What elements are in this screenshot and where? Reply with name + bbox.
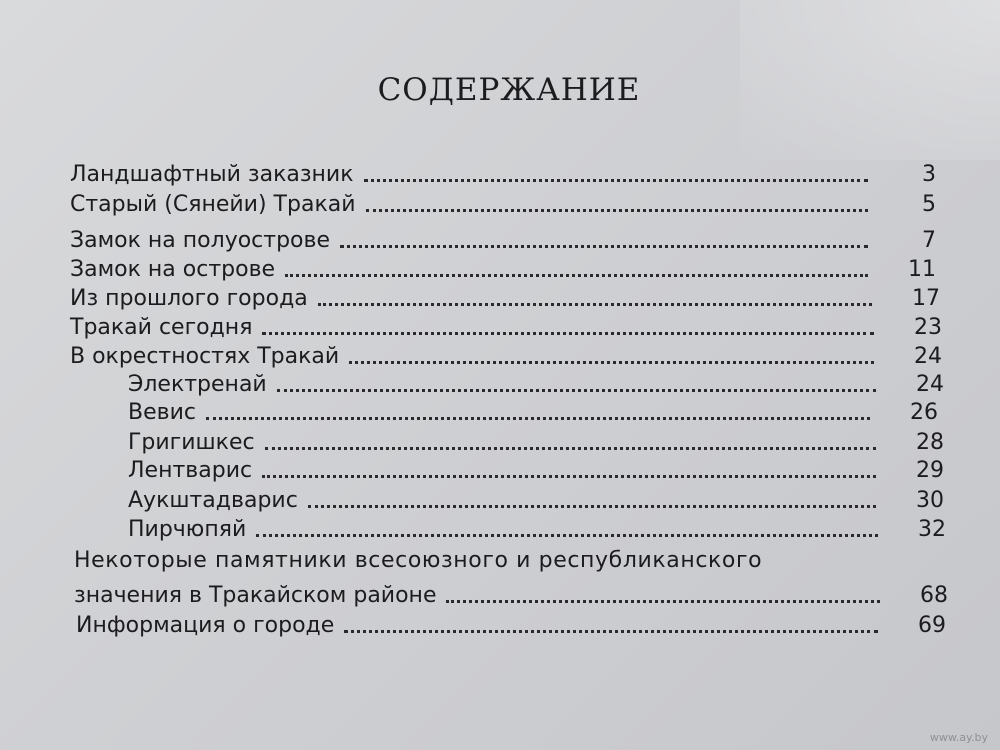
dot-leader [285,274,868,277]
toc-entry-page: 17 [912,286,940,311]
toc-entry-page: 5 [922,192,936,217]
toc-entry-label: Из прошлого города [70,286,308,311]
toc-subentry [128,513,946,543]
toc-entry-label: Лентварис [128,458,253,483]
toc-entry-page: 32 [918,517,946,542]
toc-entry [74,579,948,609]
dot-leader [308,505,876,508]
toc-entry-page: 29 [916,458,944,483]
toc-entry-label: Замок на полуострове [70,228,331,253]
toc-entry-page: 24 [916,372,944,397]
toc-entry-page: 11 [908,257,936,282]
toc-entry [70,158,936,188]
toc-entry [70,188,936,218]
toc-entry-label: Тракай сегодня [70,315,253,340]
dot-leader [318,303,872,306]
toc-entry-label: Пирчюпяй [128,517,247,542]
toc-entry [70,311,942,341]
toc-entry-page: 26 [910,400,938,425]
dot-leader [265,447,876,450]
toc-subentry [128,368,944,398]
toc-entry-label: Старый (Сянейи) Тракай [70,192,356,217]
toc-entry [70,340,942,370]
dot-leader [364,179,868,182]
dot-leader [340,245,868,248]
dot-leader [256,534,878,537]
toc-entry-page: 30 [916,488,944,513]
toc-entry-label: Замок на острове [70,257,276,282]
dot-leader [446,600,880,603]
toc-entry-page: 24 [914,344,942,369]
dot-leader [277,389,876,392]
toc-entry [70,253,936,283]
toc-subentry [128,396,938,426]
toc-entry-label: Аукштадварис [128,488,298,513]
toc-entry-label: Григишкес [128,430,255,455]
dot-leader [344,630,878,633]
toc-entry [70,282,940,312]
toc-subentry [128,484,944,514]
toc-entry-page: 28 [916,430,944,455]
toc-entry-page: 23 [914,315,942,340]
toc-entry-page: 68 [920,583,948,608]
toc-entry-page: 3 [922,162,936,187]
toc-entry-label: Электренай [128,372,267,397]
dot-leader [366,209,868,212]
dot-leader [262,332,874,335]
toc-entry [76,609,946,639]
toc-entry-page: 69 [918,613,946,638]
dot-leader [349,361,874,364]
toc-entry-label-line2: значения в Тракайском районе [74,583,437,608]
toc-entry-page: 7 [922,228,936,253]
page-title: СОДЕРЖАНИЕ [377,72,641,108]
toc-entry-label: В окрестностях Тракай [70,344,340,369]
toc-entry-label-line1: Некоторые памятники всесоюзного и республиканского [74,548,763,573]
toc-entry [70,224,936,254]
toc-subentry [128,454,944,484]
toc-subentry [128,426,944,456]
toc-entry-label: Информация о городе [76,613,335,638]
toc-entry-label: Ландшафтный заказник [70,162,354,187]
watermark: www.ay.by [929,731,988,744]
toc-entry-label: Вевис [128,400,196,425]
dot-leader [206,417,870,420]
dot-leader [262,475,876,478]
